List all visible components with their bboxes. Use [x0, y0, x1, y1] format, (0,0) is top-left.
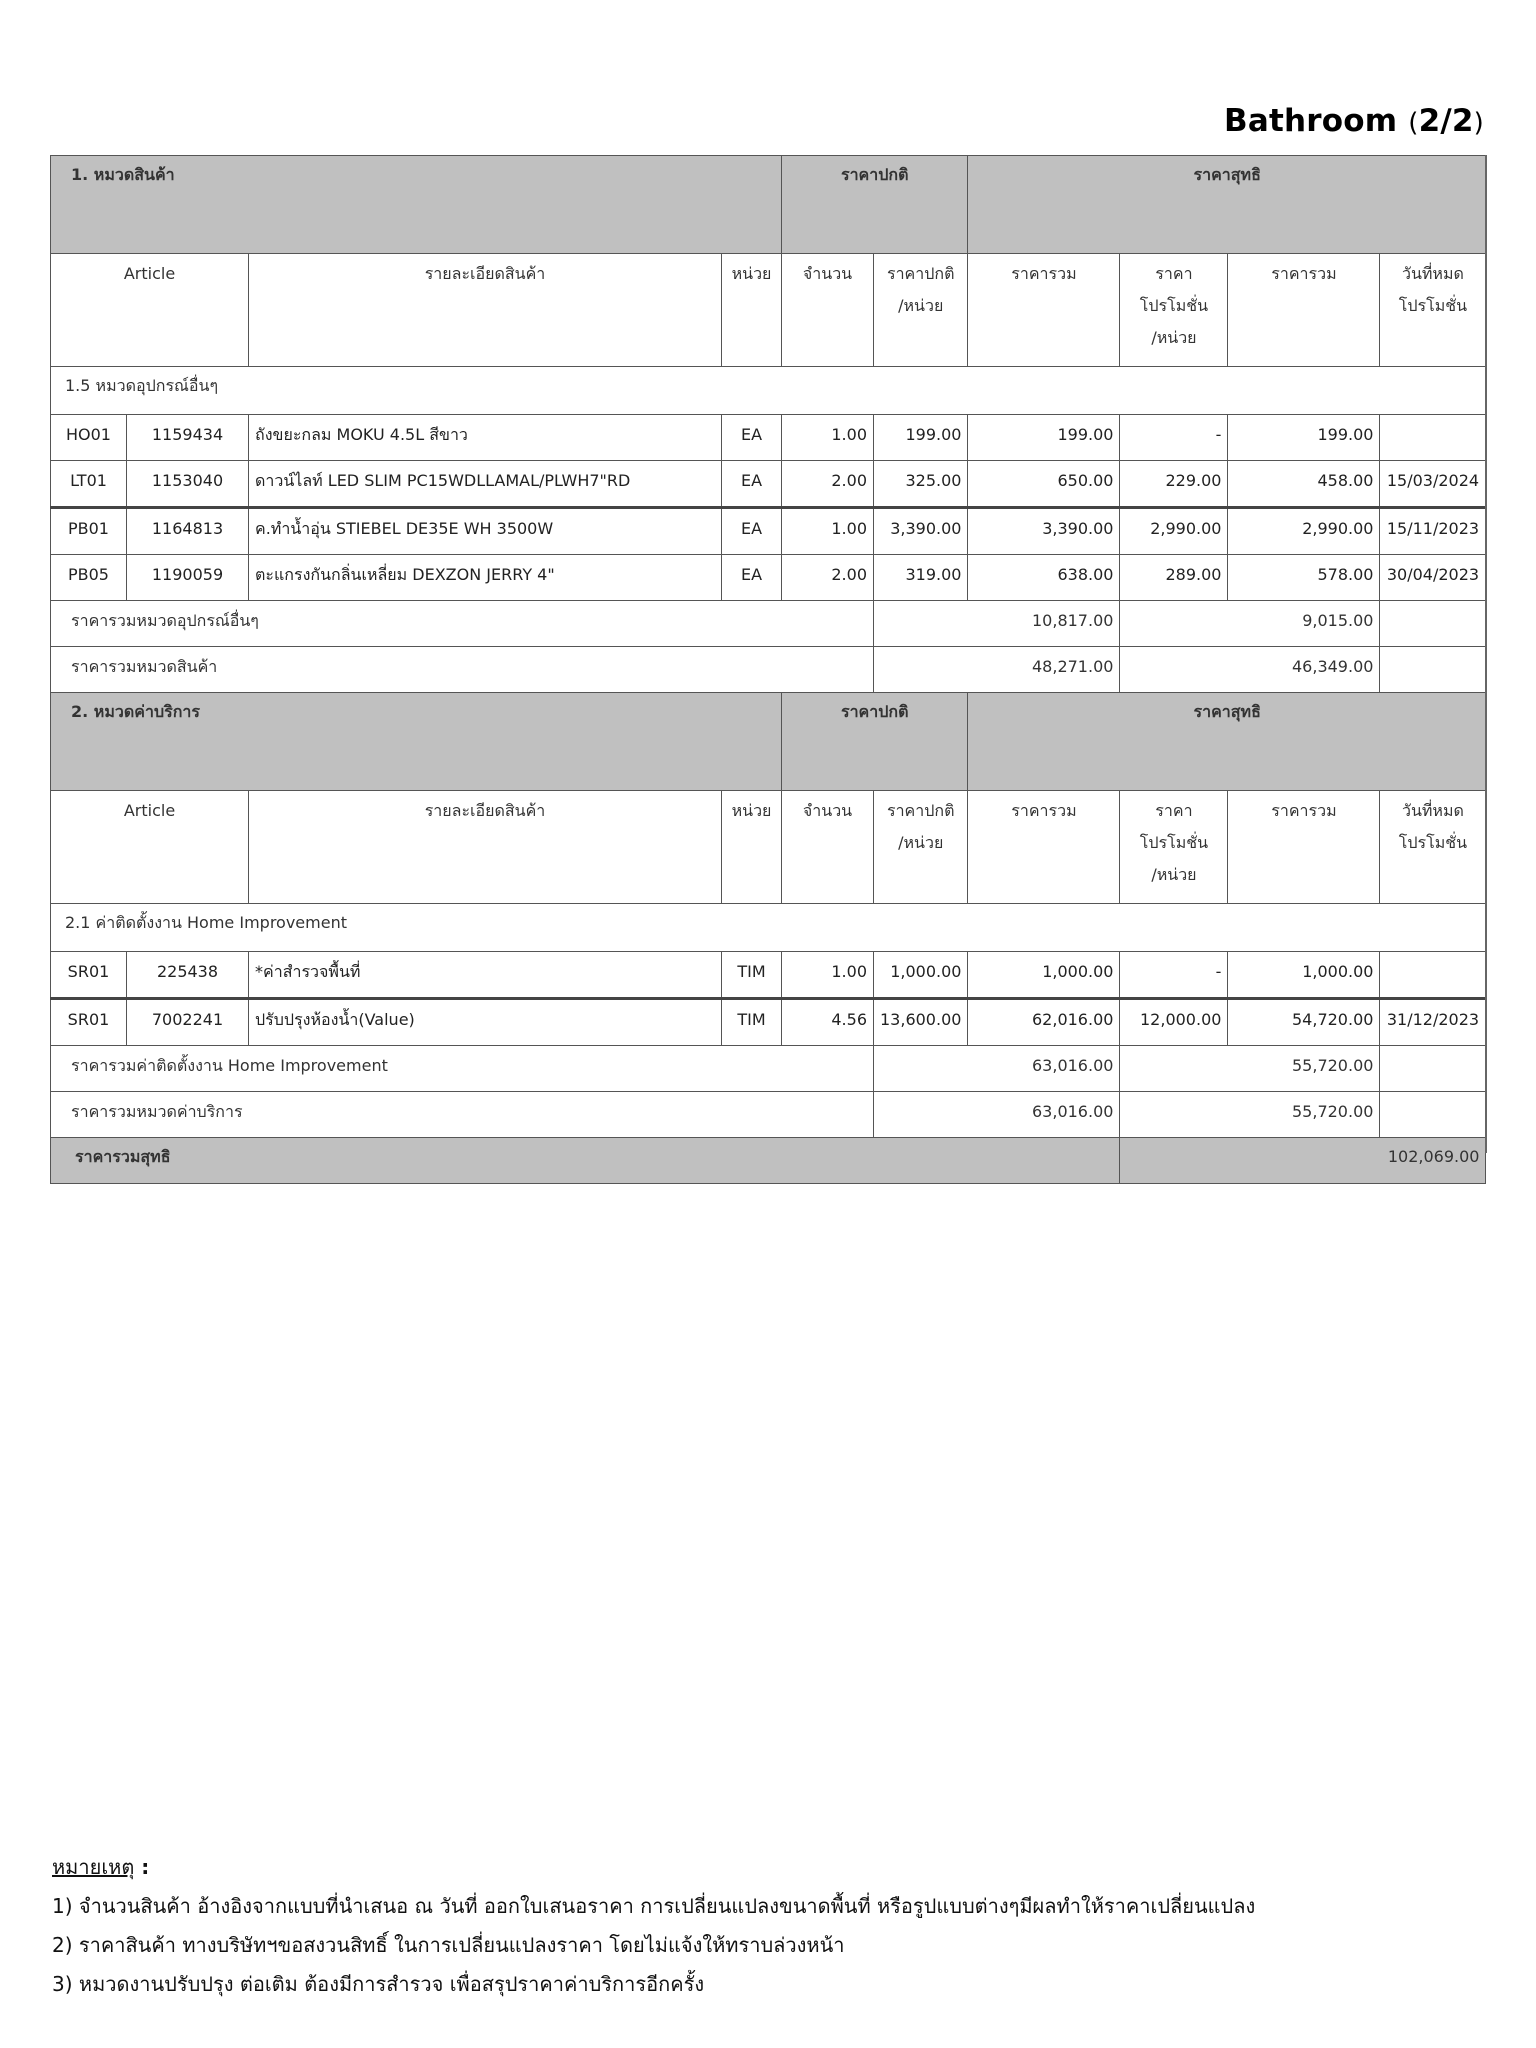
subtotal-blank	[1380, 601, 1486, 647]
section-title: 1. หมวดสินค้า	[51, 156, 782, 254]
total-regular-total: 48,271.00	[874, 647, 1120, 693]
column-header-unit: หน่วย	[722, 254, 782, 367]
cell-description: ดาวน์ไลท์ LED SLIM PC15WDLLAMAL/PLWH7"RD	[249, 461, 722, 508]
header-text-line: โปรโมชั่น	[1398, 296, 1468, 315]
header-text-line: โปรโมชั่น	[1139, 833, 1209, 852]
subcategory-row	[51, 904, 1486, 952]
cell-unit: EA	[722, 415, 782, 461]
cell-qty: 2.00	[782, 461, 874, 508]
cell-net-total: 2,990.00	[1228, 508, 1380, 555]
subtotal-regular-total: 10,817.00	[874, 601, 1120, 647]
table-row	[51, 508, 1486, 555]
header-text-line: วันที่หมด	[1401, 264, 1464, 283]
note-item: 1) จำนวนสินค้า อ้างอิงจากแบบที่นำเสนอ ณ วันที่ ออกใบเสนอราคา การเปลี่ยนแปลงขนาดพื้นที่ หรือรูปแบบต่างๆมีผลทำให้ราคาเปลี่ยนแปลง	[52, 1894, 1256, 1918]
cell-promo-end-date: 15/03/2024	[1380, 461, 1486, 508]
cell-qty: 2.00	[782, 555, 874, 601]
header-text-line: ราคารวม	[1271, 264, 1337, 283]
subtotal-net-total: 9,015.00	[1120, 601, 1380, 647]
grand-total-row	[51, 1138, 1486, 1184]
subcategory-label: 1.5 หมวดอุปกรณ์อื่นๆ	[51, 367, 1486, 415]
cell-description: ตะแกรงกันกลิ่นเหลี่ยม DEXZON JERRY 4"	[249, 555, 722, 601]
cell-unit: EA	[722, 508, 782, 555]
cell-net-total: 54,720.00	[1228, 999, 1380, 1046]
cell-promo-end-date	[1380, 415, 1486, 461]
cell-code: LT01	[51, 461, 127, 508]
document-title: Bathroom	[1224, 103, 1398, 139]
table-outer-border	[1485, 155, 1487, 1153]
column-header-promo-end-date	[1380, 254, 1486, 367]
column-header-qty: จำนวน	[782, 254, 874, 367]
subcategory-row	[51, 367, 1486, 415]
header-text-line: โปรโมชั่น	[1398, 833, 1468, 852]
table-row	[51, 461, 1486, 508]
cell-qty: 4.56	[782, 999, 874, 1046]
cell-article: 1190059	[127, 555, 249, 601]
cell-unit: EA	[722, 461, 782, 508]
header-text-line: ราคารวม	[1271, 801, 1337, 820]
cell-promo-end-date: 30/04/2023	[1380, 555, 1486, 601]
cell-article: 7002241	[127, 999, 249, 1046]
subtotal-label: ราคารวมค่าติดตั้งงาน Home Improvement	[51, 1046, 874, 1092]
total-net-total: 55,720.00	[1120, 1092, 1380, 1138]
notes-section: หมายเหตุ : 1) จำนวนสินค้า อ้างอิงจากแบบที่นำเสนอ ณ วันที่ ออกใบเสนอราคา การเปลี่ยนแปลงขนาดพื้นที่ หรือรูปแบบต่างๆมีผลทำให้ราคาเปลี่ยนแปลง 2) ราคาสินค้า ทางบริษัทฯขอสงวนสิทธิ์ ในการเปลี่ยนแปลงราคา โดยไม่แจ้งให้ทราบล่วงหน้า 3) หมวดงานปรับปรุง ต่อเติม ต้องมีการสำรวจ เพื่อสรุปราคาค่าบริการอีกครั้ง	[52, 1848, 1255, 2004]
section-header-row	[51, 693, 1486, 791]
page-title: Bathroom (2/2)	[1224, 103, 1484, 139]
header-text-line: โปรโมชั่น	[1139, 296, 1209, 315]
cell-description: ค.ทำน้ำอุ่น STIEBEL DE35E WH 3500W	[249, 508, 722, 555]
total-blank	[1380, 647, 1486, 693]
cell-qty: 1.00	[782, 415, 874, 461]
header-text-line: /หน่วย	[898, 833, 944, 852]
grand-total-value: 102,069.00	[1120, 1138, 1486, 1184]
cell-description: ปรับปรุงห้องน้ำ(Value)	[249, 999, 722, 1046]
table-row	[51, 952, 1486, 999]
column-header-regular-total	[968, 254, 1120, 367]
cell-promo-unit-price: 12,000.00	[1120, 999, 1228, 1046]
cell-net-total: 199.00	[1228, 415, 1380, 461]
cell-regular-unit-price: 199.00	[874, 415, 968, 461]
cell-code: PB05	[51, 555, 127, 601]
page-indicator: 2/2	[1418, 103, 1474, 139]
subtotal-blank	[1380, 1046, 1486, 1092]
cell-net-total: 578.00	[1228, 555, 1380, 601]
note-item: 3) หมวดงานปรับปรุง ต่อเติม ต้องมีการสำรวจ เพื่อสรุปราคาค่าบริการอีกครั้ง	[52, 1972, 705, 1996]
cell-description: ถังขยะกลม MOKU 4.5L สีขาว	[249, 415, 722, 461]
header-text-line: ราคา	[1155, 801, 1193, 820]
cell-article: 225438	[127, 952, 249, 999]
cell-qty: 1.00	[782, 952, 874, 999]
header-text-line: /หน่วย	[898, 296, 944, 315]
total-regular-total: 63,016.00	[874, 1092, 1120, 1138]
header-text-line: ราคาปกติ	[886, 264, 955, 283]
cell-code: SR01	[51, 952, 127, 999]
cell-regular-unit-price: 325.00	[874, 461, 968, 508]
cell-regular-total: 62,016.00	[968, 999, 1120, 1046]
cell-regular-total: 3,390.00	[968, 508, 1120, 555]
total-row	[51, 647, 1486, 693]
group-header-net-price: ราคาสุทธิ	[968, 156, 1486, 254]
total-row	[51, 1092, 1486, 1138]
cell-regular-unit-price: 1,000.00	[874, 952, 968, 999]
subcategory-label: 2.1 ค่าติดตั้งงาน Home Improvement	[51, 904, 1486, 952]
cell-net-total: 1,000.00	[1228, 952, 1380, 999]
cell-regular-total: 1,000.00	[968, 952, 1120, 999]
subtotal-net-total: 55,720.00	[1120, 1046, 1380, 1092]
header-text-line: ราคาปกติ	[886, 801, 955, 820]
header-text-line: ราคา	[1155, 264, 1193, 283]
column-header-net-total	[1228, 791, 1380, 904]
group-header-regular-price: ราคาปกติ	[782, 156, 968, 254]
cell-regular-total: 199.00	[968, 415, 1120, 461]
cell-code: PB01	[51, 508, 127, 555]
header-text-line: ราคารวม	[1011, 801, 1077, 820]
cell-unit: EA	[722, 555, 782, 601]
cell-promo-end-date	[1380, 952, 1486, 999]
column-header-promo-end-date	[1380, 791, 1486, 904]
quotation-table	[50, 155, 1486, 1184]
cell-promo-unit-price: -	[1120, 952, 1228, 999]
group-header-net-price: ราคาสุทธิ	[968, 693, 1486, 791]
cell-promo-unit-price: 289.00	[1120, 555, 1228, 601]
column-header-regular-unit-price	[874, 254, 968, 367]
table-row	[51, 555, 1486, 601]
cell-unit: TIM	[722, 999, 782, 1046]
column-header-row	[51, 791, 1486, 904]
column-header-article: Article	[51, 254, 249, 367]
subtotal-row	[51, 1046, 1486, 1092]
column-header-article: Article	[51, 791, 249, 904]
header-text-line: /หน่วย	[1151, 328, 1197, 347]
table-row	[51, 999, 1486, 1046]
subtotal-label: ราคารวมหมวดอุปกรณ์อื่นๆ	[51, 601, 874, 647]
section-title: 2. หมวดค่าบริการ	[51, 693, 782, 791]
cell-regular-total: 638.00	[968, 555, 1120, 601]
cell-description: *ค่าสำรวจพื้นที่	[249, 952, 722, 999]
column-header-unit: หน่วย	[722, 791, 782, 904]
cell-regular-total: 650.00	[968, 461, 1120, 508]
subtotal-regular-total: 63,016.00	[874, 1046, 1120, 1092]
column-header-row	[51, 254, 1486, 367]
column-header-regular-total	[968, 791, 1120, 904]
column-header-qty: จำนวน	[782, 791, 874, 904]
cell-promo-end-date: 31/12/2023	[1380, 999, 1486, 1046]
column-header-description: รายละเอียดสินค้า	[249, 791, 722, 904]
header-text-line: ราคารวม	[1011, 264, 1077, 283]
cell-promo-unit-price: -	[1120, 415, 1228, 461]
header-text-line: /หน่วย	[1151, 865, 1197, 884]
cell-regular-unit-price: 3,390.00	[874, 508, 968, 555]
cell-article: 1164813	[127, 508, 249, 555]
total-label: ราคารวมหมวดสินค้า	[51, 647, 874, 693]
cell-net-total: 458.00	[1228, 461, 1380, 508]
total-net-total: 46,349.00	[1120, 647, 1380, 693]
cell-promo-unit-price: 229.00	[1120, 461, 1228, 508]
cell-regular-unit-price: 13,600.00	[874, 999, 968, 1046]
column-header-description: รายละเอียดสินค้า	[249, 254, 722, 367]
note-item: 2) ราคาสินค้า ทางบริษัทฯขอสงวนสิทธิ์ ในการเปลี่ยนแปลงราคา โดยไม่แจ้งให้ทราบล่วงหน้า	[52, 1933, 845, 1957]
column-header-promo-unit-price	[1120, 791, 1228, 904]
cell-promo-end-date: 15/11/2023	[1380, 508, 1486, 555]
total-label: ราคารวมหมวดค่าบริการ	[51, 1092, 874, 1138]
total-blank	[1380, 1092, 1486, 1138]
table-row	[51, 415, 1486, 461]
cell-qty: 1.00	[782, 508, 874, 555]
cell-unit: TIM	[722, 952, 782, 999]
cell-article: 1159434	[127, 415, 249, 461]
header-text-line: วันที่หมด	[1401, 801, 1464, 820]
cell-regular-unit-price: 319.00	[874, 555, 968, 601]
cell-promo-unit-price: 2,990.00	[1120, 508, 1228, 555]
column-header-net-total	[1228, 254, 1380, 367]
column-header-regular-unit-price	[874, 791, 968, 904]
cell-code: HO01	[51, 415, 127, 461]
section-header-row	[51, 156, 1486, 254]
notes-heading: หมายเหตุ	[52, 1855, 135, 1879]
cell-article: 1153040	[127, 461, 249, 508]
subtotal-row	[51, 601, 1486, 647]
grand-total-label: ราคารวมสุทธิ	[51, 1138, 1120, 1184]
cell-code: SR01	[51, 999, 127, 1046]
group-header-regular-price: ราคาปกติ	[782, 693, 968, 791]
column-header-promo-unit-price	[1120, 254, 1228, 367]
